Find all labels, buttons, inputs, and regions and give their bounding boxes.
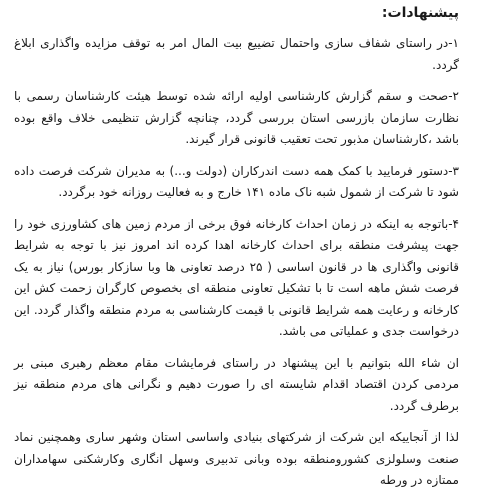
- paragraph-1: ۱-در راستای شفاف سازی واحتمال تضییع بیت المال امر به توقف مزایده واگذاری ابلاغ گردد.: [14, 36, 459, 72]
- paragraph-4: ۴-باتوجه به اینکه در زمان احداث کارخانه فوق برخی از مردم زمین های کشاورزی خود را جهت پیشرفت منطقه برای احداث کارخانه اهدا کرده اند امروز نیز با توجه به شرایط قانونی واگذاری ها در قانون اساسی ( ۲۵ درصد تعاونی ها وبا سازکار بورس) نیاز به یک فرصت شش ماهه است تا با تشکیل تعاونی منطقه ای بخصوص کارگران زحمت کش این کارخانه و رعایت همه شرایط قانونی با قیمت کارشناسی به مردم منطقه واگذار گردد. این درخواست جدی و عملیاتی می باشد.: [14, 216, 459, 338]
- suggestions-heading: پیشنهادات:: [381, 5, 459, 21]
- paragraph-3: ۳-دستور فرمایید با کمک همه دست اندرکاران (دولت و...) به مدیران شرکت فرصت داده شود تا شرکت از شمول شبه ناک ماده ۱۴۱ خارج و به فعالیت روزانه خود برگردد.: [14, 163, 459, 199]
- paragraph-6: لذا از آنجاییکه این شرکت از شرکتهای بنیادی واساسی استان وشهر ساری وهمچنین نماد صنعت وسلولزی کشورومنطقه بوده وبانی تدبیری وسهل انگاری وکارشکنی سهامداران ممتازه در ورطه: [14, 430, 459, 487]
- paragraph-2: ۲-صحت و سقم گزارش کارشناسی اولیه ارائه شده توسط هیئت کارشناسان رسمی با نظارت سازمان بازرسی استان بررسی گردد، چنانچه گزارش تنظیمی خلاف واقع بوده باشد ،کارشناسان مذبور تحت تعقیب قانونی قرار گیرند.: [14, 89, 459, 146]
- paragraph-5: ان شاء الله بتوانیم با این پیشنهاد در راستای فرمایشات مقام معظم رهبری مبنی بر مردمی کردن اقتصاد اقدام شایسته ای را صورت دهیم و نگرانی های مردم منطقه نیز برطرف گردد.: [14, 355, 459, 413]
